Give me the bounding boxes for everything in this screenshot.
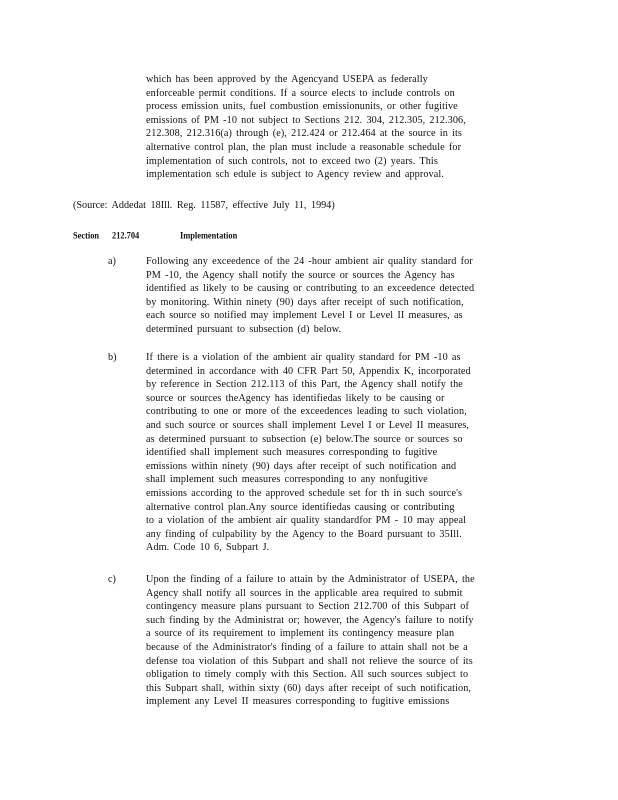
text-line: to a violation of the ambient air quality standardfor PM - 10 may appeal (146, 515, 467, 527)
section-number: 212.704 (112, 230, 140, 241)
text-line: Following any exceedence of the 24 -hour ambient air quality standard for (146, 256, 473, 267)
text-line: because of the Administrator's finding of a failure to attain shall not be a (146, 641, 468, 653)
item-a-label: a) (108, 256, 116, 267)
text-line: Adm. Code 10 6, Subpart J. (146, 542, 270, 554)
text-line: emissions within ninety (90) days after receipt of such notification and (146, 460, 457, 472)
text-line: source or sources theAgency has identifiedas likely to be causing or (146, 392, 445, 404)
text-line: this Subpart shall, within sixty (60) days after receipt of such notification, (146, 682, 472, 694)
text-line: determined pursuant to subsection (d) below. (146, 323, 342, 335)
text-line: Upon the finding of a failure to attain by the Administrator of USEPA, the (146, 574, 475, 585)
text-line: as determined pursuant to subsection (e) below.The source or sources so (146, 433, 463, 445)
text-line: emissions according to the approved schedule set for th in such source's (146, 487, 463, 499)
text-line: defense toa violation of this Subpart and shall not relieve the source of its (146, 655, 473, 667)
text-line: process emission units, fuel combustion emissionunits, or other fugitive (146, 101, 458, 113)
text-line: which has been approved by the Agencyand USEPA as federally (146, 74, 428, 85)
item-b-label: b) (108, 352, 117, 363)
item-c-paragraph (146, 573, 500, 709)
text-line: a source of its requirement to implement its contingency measure plan (146, 628, 455, 640)
section-title: Implementation (180, 230, 238, 241)
text-line: identified shall implement such measures corresponding to fugitive (146, 447, 438, 459)
text-line: determined in accordance with 40 CFR Part 50, Appendix K, incorporated (146, 365, 471, 377)
item-a-paragraph (146, 255, 500, 337)
text-line: contingency measure plans pursuant to Section 212.700 of this Subpart of (146, 601, 469, 613)
text-line: enforceable permit conditions. If a source elects to include controls on (146, 87, 455, 99)
text-line: obligation to timely comply with this Section. All such sources subject to (146, 669, 469, 681)
text-line: by monitoring. Within ninety (90) days after receipt of such notification, (146, 296, 464, 308)
text-line: alternative control plan.Any source identifiedas causing or contributing (146, 501, 455, 513)
text-line: implementation sch edule is subject to Agency review and approval. (146, 169, 444, 181)
continuation-paragraph (146, 73, 490, 182)
text-line: 212.308, 212.316(a) through (e), 212.424 or 212.464 at the source in its (146, 128, 462, 140)
source-note: (Source: Addedat 18Ill. Reg. 11587, effective July 11, 1994) (73, 200, 335, 211)
item-b-paragraph (146, 351, 500, 555)
item-c-label: c) (108, 574, 116, 585)
text-line: and such source or sources shall implement Level I or Level II measures, (146, 419, 470, 431)
text-line: shall implement such measures corresponding to any nonfugitive (146, 474, 428, 486)
text-line: implementation of such controls, not to exceed two (2) years. This (146, 155, 438, 167)
text-line: identified as likely to be causing or contributing to an exceedence detected (146, 283, 475, 295)
text-line: such finding by the Administrat or; however, the Agency's failure to notify (146, 614, 474, 626)
text-line: Agency shall notify all sources in the applicable area required to submit (146, 587, 463, 599)
text-line: contributing to one or more of the exceedences leading to such violation, (146, 406, 467, 418)
text-line: alternative control plan, the plan must include a reasonable schedule for (146, 141, 462, 153)
text-line: If there is a violation of the ambient air quality standard for PM -10 as (146, 352, 461, 363)
text-line: by reference in Section 212.113 of this Part, the Agency shall notify the (146, 379, 463, 391)
text-line: each source so notified may implement Level I or Level II measures, as (146, 310, 463, 322)
section-word: Section (73, 230, 100, 241)
text-line: any finding of culpability by the Agency to the Board pursuant to 35Ill. (146, 528, 462, 540)
text-line: PM -10, the Agency shall notify the source or sources the Agency has (146, 269, 455, 281)
text-line: emissions of PM -10 not subject to Sections 212. 304, 212.305, 212.306, (146, 114, 466, 126)
text-line: implement any Level II measures corresponding to fugitive emissions (146, 696, 450, 708)
